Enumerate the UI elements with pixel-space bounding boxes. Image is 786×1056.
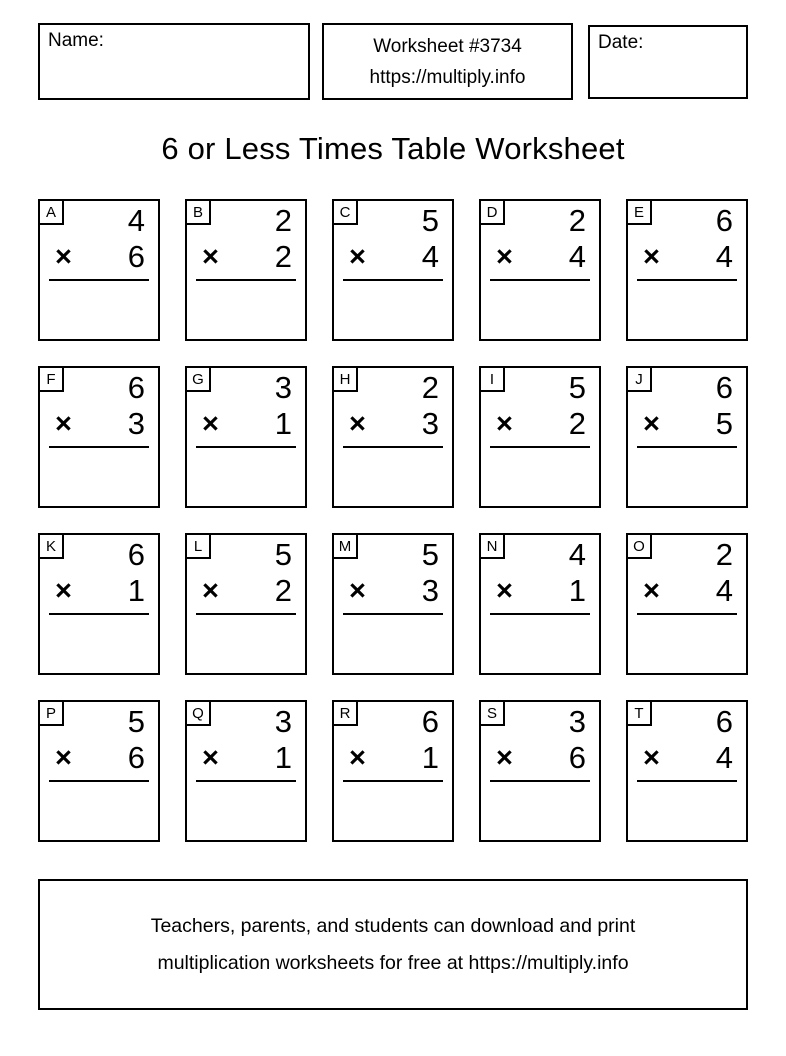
multiply-icon: × (643, 574, 660, 607)
problem-letter-chip (185, 199, 211, 225)
multiplier: 4 (568, 239, 586, 274)
problems-grid (38, 199, 748, 842)
problem-cell (185, 700, 307, 842)
problem-letter-chip (479, 533, 505, 559)
problem-letter-chip (479, 199, 505, 225)
problem-letter: S (486, 704, 497, 722)
answer-line (49, 446, 149, 448)
problem-letter: J (635, 370, 643, 388)
problem-letter: F (46, 370, 56, 388)
multiplicand: 6 (421, 704, 439, 739)
multiplier: 1 (274, 740, 292, 775)
problem-letter-chip (626, 199, 652, 225)
problem-cell (332, 533, 454, 675)
answer-line (343, 613, 443, 615)
multiply-icon: × (55, 741, 72, 774)
problem-letter-chip (626, 366, 652, 392)
answer-line (196, 780, 296, 782)
problem-letter-chip (626, 700, 652, 726)
problem-cell (626, 366, 748, 508)
problem-cell (479, 533, 601, 675)
multiplicand: 2 (421, 370, 439, 405)
answer-line (196, 613, 296, 615)
multiply-icon: × (496, 574, 513, 607)
problem-letter: O (633, 537, 645, 555)
answer-line (637, 279, 737, 281)
problem-cell (332, 366, 454, 508)
multiply-icon: × (643, 240, 660, 273)
multiplicand: 2 (274, 203, 292, 238)
problem-letter-chip (38, 199, 64, 225)
multiplier-row (334, 572, 452, 610)
problem-letter: L (193, 537, 203, 555)
problem-cell (626, 700, 748, 842)
multiplier-row (334, 405, 452, 443)
multiplier: 4 (421, 239, 439, 274)
multiplier-row (187, 739, 305, 777)
problem-letter: A (45, 203, 56, 221)
multiply-icon: × (643, 741, 660, 774)
multiplier: 3 (127, 406, 145, 441)
problem-cell (185, 366, 307, 508)
answer-line (49, 780, 149, 782)
multiplier-row (40, 739, 158, 777)
problem-letter: D (486, 203, 498, 221)
multiplier-row (334, 739, 452, 777)
problem-letter: G (192, 370, 204, 388)
problem-letter: N (486, 537, 498, 555)
problem-letter: Q (192, 704, 204, 722)
problem-letter-chip (332, 199, 358, 225)
answer-line (490, 613, 590, 615)
problem-letter: R (339, 704, 351, 722)
multiplier: 6 (568, 740, 586, 775)
answer-line (490, 279, 590, 281)
multiplier: 1 (421, 740, 439, 775)
problem-cell (38, 533, 160, 675)
problem-letter-chip (185, 366, 211, 392)
problem-cell (185, 533, 307, 675)
multiplicand: 5 (421, 537, 439, 572)
problem-cell (479, 366, 601, 508)
multiplier: 3 (421, 573, 439, 608)
problem-cell (38, 366, 160, 508)
answer-line (343, 446, 443, 448)
multiply-icon: × (496, 407, 513, 440)
multiplier-row (40, 405, 158, 443)
multiplier-row (40, 238, 158, 276)
answer-line (637, 613, 737, 615)
multiplier-row (628, 405, 746, 443)
multiply-icon: × (349, 240, 366, 273)
multiplier: 2 (274, 239, 292, 274)
multiplier-row (481, 238, 599, 276)
problem-letter: I (489, 370, 495, 388)
multiplier-row (481, 739, 599, 777)
multiplier-row (187, 238, 305, 276)
multiplicand: 6 (127, 537, 145, 572)
multiplicand: 3 (274, 370, 292, 405)
worksheet-info-box (322, 23, 573, 100)
multiplier-row (628, 739, 746, 777)
multiply-icon: × (202, 407, 219, 440)
multiplier-row (628, 238, 746, 276)
problem-letter: P (45, 704, 56, 722)
problem-cell (626, 533, 748, 675)
multiplicand: 4 (127, 203, 145, 238)
multiplier: 1 (274, 406, 292, 441)
answer-line (343, 279, 443, 281)
multiplier: 1 (127, 573, 145, 608)
multiplier: 6 (127, 239, 145, 274)
problem-letter: T (634, 704, 644, 722)
answer-line (49, 279, 149, 281)
answer-line (196, 279, 296, 281)
problem-letter-chip (38, 700, 64, 726)
multiply-icon: × (55, 574, 72, 607)
multiplicand: 6 (127, 370, 145, 405)
problem-cell (626, 199, 748, 341)
problem-letter-chip (332, 700, 358, 726)
problem-letter-chip (38, 533, 64, 559)
problem-letter-chip (479, 700, 505, 726)
problem-letter-chip (38, 366, 64, 392)
multiplier: 2 (274, 573, 292, 608)
multiply-icon: × (349, 407, 366, 440)
multiplier-row (481, 405, 599, 443)
answer-line (49, 613, 149, 615)
multiply-icon: × (202, 574, 219, 607)
multiplier: 6 (127, 740, 145, 775)
multiplicand: 2 (715, 537, 733, 572)
multiply-icon: × (55, 240, 72, 273)
multiplier: 1 (568, 573, 586, 608)
multiplicand: 5 (421, 203, 439, 238)
multiplicand: 6 (715, 203, 733, 238)
multiplicand: 2 (568, 203, 586, 238)
multiply-icon: × (349, 574, 366, 607)
multiplicand: 4 (568, 537, 586, 572)
problem-letter: B (192, 203, 203, 221)
footer-notice-box (38, 879, 748, 1010)
problem-cell (479, 199, 601, 341)
answer-line (490, 446, 590, 448)
answer-line (637, 446, 737, 448)
name-field-box (38, 23, 310, 100)
multiplicand: 5 (568, 370, 586, 405)
name-label: Name: (48, 30, 104, 51)
problem-letter: K (45, 537, 56, 555)
problem-cell (332, 700, 454, 842)
problem-cell (38, 700, 160, 842)
multiplier: 5 (715, 406, 733, 441)
answer-line (490, 780, 590, 782)
problem-letter-chip (185, 700, 211, 726)
problem-letter-chip (479, 366, 505, 392)
footer-line-1: Teachers, parents, and students can download and print (150, 914, 636, 937)
multiplier-row (481, 572, 599, 610)
multiplicand: 6 (715, 370, 733, 405)
problem-cell (38, 199, 160, 341)
problem-letter-chip (332, 533, 358, 559)
problem-letter: H (339, 370, 351, 388)
date-label: Date: (598, 32, 644, 53)
problem-cell (332, 199, 454, 341)
answer-line (196, 446, 296, 448)
problem-letter-chip (332, 366, 358, 392)
problem-letter: M (338, 537, 352, 555)
multiplier-row (187, 405, 305, 443)
multiplicand: 5 (274, 537, 292, 572)
multiplier-row (40, 572, 158, 610)
multiply-icon: × (496, 240, 513, 273)
problem-letter-chip (626, 533, 652, 559)
answer-line (343, 780, 443, 782)
multiply-icon: × (496, 741, 513, 774)
page-title: 6 or Less Times Table Worksheet (161, 131, 625, 166)
multiplier: 4 (715, 239, 733, 274)
multiply-icon: × (349, 741, 366, 774)
multiplier: 4 (715, 573, 733, 608)
problem-cell (185, 199, 307, 341)
problem-letter: C (339, 203, 351, 221)
problem-letter: E (633, 203, 644, 221)
multiplicand: 5 (127, 704, 145, 739)
multiply-icon: × (55, 407, 72, 440)
multiplier-row (334, 238, 452, 276)
multiplier-row (628, 572, 746, 610)
problem-letter-chip (185, 533, 211, 559)
problem-cell (479, 700, 601, 842)
multiplicand: 3 (274, 704, 292, 739)
multiplier: 4 (715, 740, 733, 775)
multiplier-row (187, 572, 305, 610)
worksheet-url: https://multiply.info (369, 66, 526, 88)
multiplicand: 6 (715, 704, 733, 739)
multiplier: 2 (568, 406, 586, 441)
multiply-icon: × (202, 240, 219, 273)
multiply-icon: × (202, 741, 219, 774)
multiplicand: 3 (568, 704, 586, 739)
date-field-box (588, 25, 748, 99)
worksheet-number: Worksheet #3734 (373, 35, 522, 57)
multiply-icon: × (643, 407, 660, 440)
footer-line-2: multiplication worksheets for free at https://multiply.info (157, 951, 629, 974)
multiplier: 3 (421, 406, 439, 441)
answer-line (637, 780, 737, 782)
